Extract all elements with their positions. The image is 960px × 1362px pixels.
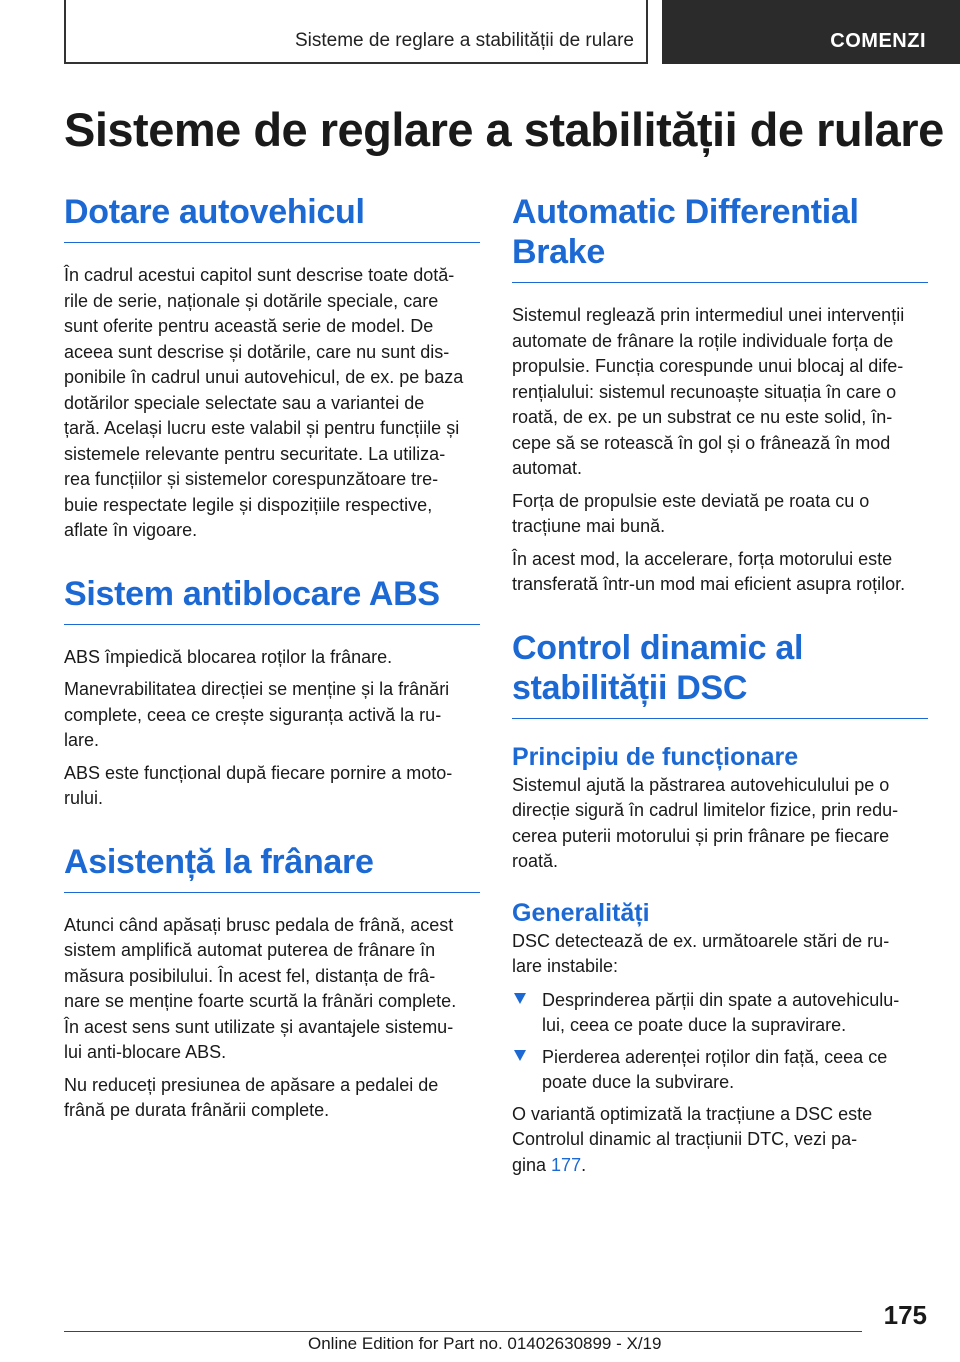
paragraph-adb-3: În acest mod, la accelerare, forța motorului este transferată într-un mod mai eficient asupra roților. [512, 548, 906, 594]
section-heading-adb: Automatic Differential Brake [512, 192, 928, 283]
subheading-generalitati: Generalități [512, 898, 650, 927]
paragraph-abs-1: ABS împiedică blocarea roților la frânare. [64, 646, 393, 667]
section-heading-dotare: Dotare autovehicul [64, 192, 480, 243]
paragraph-generalitati-intro: DSC detectează de ex. următoarele stări de ru- lare instabile: [512, 930, 890, 976]
header-box [64, 0, 648, 64]
header-title: Sisteme de reglare a stabilității de rulare [294, 30, 634, 51]
subheading-principiu: Principiu de funcționare [512, 742, 799, 771]
paragraph-abs-3: ABS este funcțional după fiecare pornire a moto- rului. [64, 762, 453, 808]
paragraph-adb-1: Sistemul reglează prin intermediul unei intervenții automate de frânare la roțile individuale forța de propulsie. Funcția corespunde unui blocaj al dife- rențialului: sistemul recunoaște situația în care o roată, de ex. pe un substrat ce nu este solid, în- cepe să se rotească în gol și o frânează în mod automat. [512, 305, 905, 478]
list-item: Pierderea aderenței roților din față, ceea ce poate duce la subvirare. [512, 1045, 928, 1096]
chapter-tab-label: COMENZI [830, 30, 926, 52]
paragraph-generalitati-outro: O variantă optimizată la tracțiune a DSC este Controlul dinamic al tracțiunii DTC, vezi pa- gina 177. [512, 1103, 873, 1175]
left-column [64, 192, 480, 1124]
chapter-tab[interactable] [662, 0, 960, 64]
paragraph-dotare: În cadrul acestui capitol sunt descrise toate dotă- rile de serie, naționale și dotările speciale, care sunt oferite pentru această serie de model. De aceea sunt descrise și dotările, care nu sunt dis- ponibile în cadrul unui autovehicul, de ex. pe baza dotărilor speciale selectate sau a variantei de țară. Același lucru este valabil și pentru funcțiile și sistemele relevante pentru securitate. La utiliza- rea funcțiilor și sistemelor corespunzătoare tre- buie respectate legile și dispozițiile respective, aflate în vigoare. [64, 265, 464, 540]
paragraph-asistenta-1: Atunci când apăsați brusc pedala de frână, acest sistem amplifică automat puterea de frânare în măsura posibilului. În acest fel, distanța de frâ- nare se menține foarte scurtă la frânări complete. În acest sens sunt utilizate și avantajele sistemu- lui anti-blocare ABS. [64, 914, 457, 1062]
footer-divider [64, 1331, 862, 1332]
paragraph-asistenta-2: Nu reduceți presiunea de apăsare a pedalei de frână pe durata frânării complete. [64, 1074, 439, 1120]
section-heading-abs: Sistem antiblocare ABS [64, 574, 480, 625]
footer-edition-text: Online Edition for Part no. 01402630899 - X/19 [308, 1334, 662, 1353]
page-reference-link[interactable]: 177 [551, 1154, 582, 1175]
right-column [512, 192, 928, 1178]
triangle-bullet-icon [514, 1050, 526, 1061]
triangle-bullet-icon [514, 993, 526, 1004]
paragraph-abs-2: Manevrabilitatea direcției se menține și la frânări complete, ceea ce crește siguranța activă la ru- lare. [64, 679, 450, 750]
bullet-list [512, 988, 928, 1096]
list-item: Desprinderea părții din spate a autovehiculu- lui, ceea ce poate duce la supravirare. [512, 988, 928, 1039]
page-title: Sisteme de reglare a stabilității de rulare [64, 103, 944, 156]
paragraph-adb-2: Forța de propulsie este deviată pe roata cu o tracțiune mai bună. [512, 490, 870, 536]
section-heading-dsc: Control dinamic al stabilității DSC [512, 628, 928, 719]
section-heading-asistenta: Asistență la frânare [64, 842, 480, 893]
page-number: 175 [883, 1300, 927, 1330]
paragraph-principiu: Sistemul ajută la păstrarea autovehiculului pe o direcție sigură în cadrul limitelor fizice, prin redu- cerea puterii motorului și prin frânare pe fiecare roată. [512, 774, 899, 871]
